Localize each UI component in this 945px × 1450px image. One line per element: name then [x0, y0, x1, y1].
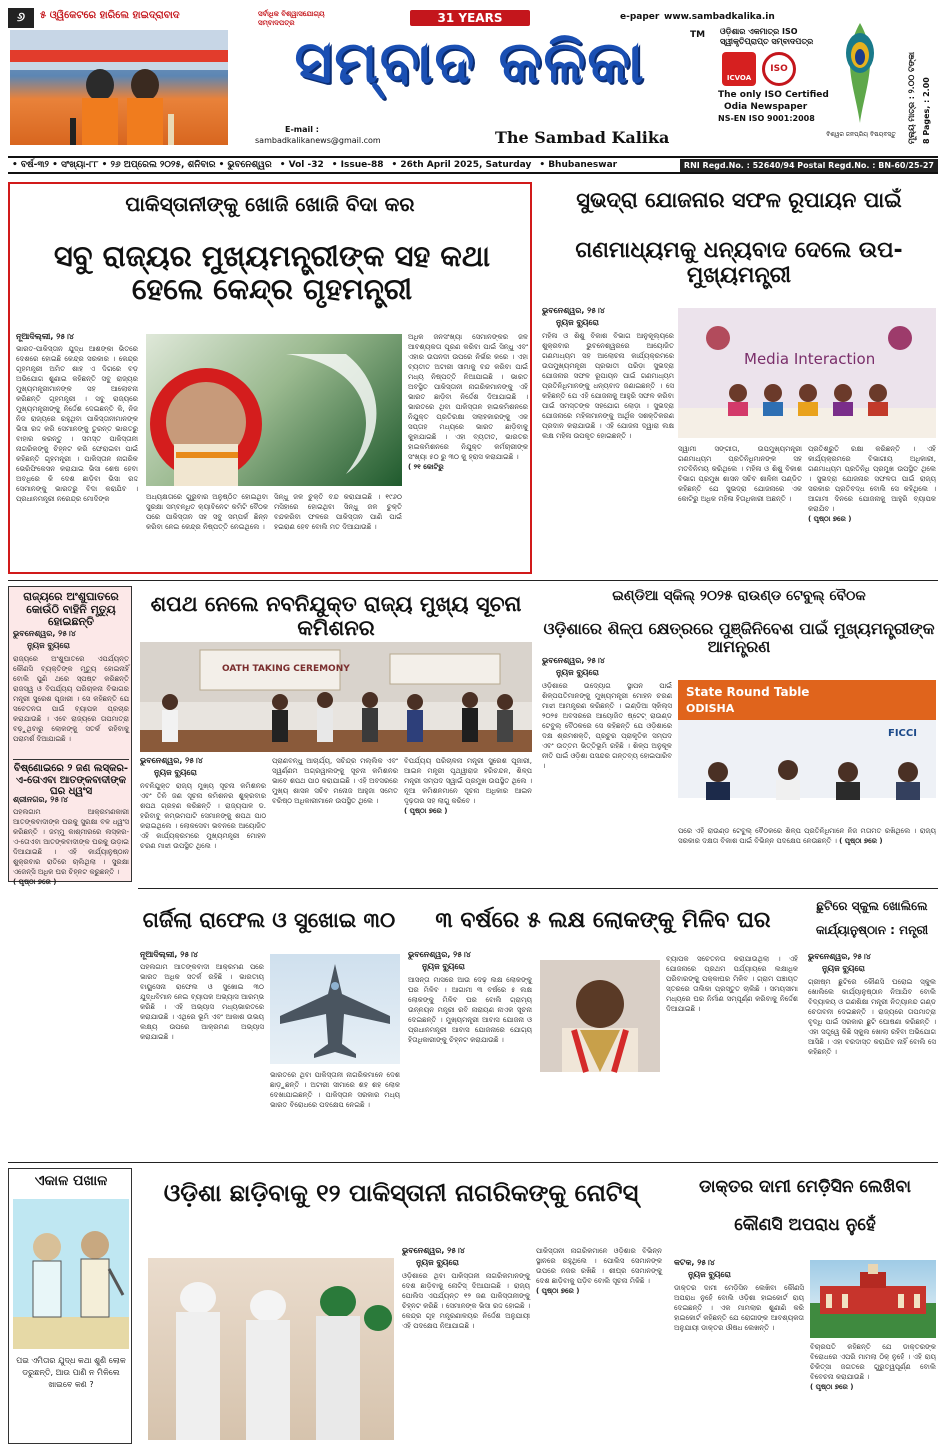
subhadra-body-3: ପ୍ରତିଶ୍ରୁତି ରକ୍ଷା କରିଛନ୍ତି । ଏହି କାର୍ଯ୍ୟକ୍ରମରେ ବିଭାଗୀୟ ଅଧିକାରୀ, ଗଣମାଧ୍ୟମ ପ୍ରତିନିଧି ପ୍ରମୁଖ ଉପସ୍ଥିତ ଥିଲେ । ସୁଭଦ୍ରା ଯୋଜନାର ସଫଳତା ପାଇଁ ରାଜ୍ୟ ସରକାର ପ୍ରତିବଦ୍ଧ ବୋଲି ସେ କହିଥିଲେ । ଆଗାମୀ ଦିନରେ ଯୋଜନାକୁ ଆହୁରି ବ୍ୟାପକ କରାଯିବ । — [808, 445, 936, 513]
notice-headline: ଓଡ଼ିଶା ଛାଡ଼ିବାକୁ ୧୨ ପାକିସ୍ତାନୀ ନାଗରିକଙ୍କୁ ନୋଟିସ୍ — [163, 1179, 639, 1207]
peacock-feather-icon — [830, 18, 890, 128]
school-headline: କାର୍ଯ୍ୟାନୁଷ୍ଠାନ : ମନ୍ତ୍ରୀ — [815, 923, 929, 937]
notice-dateline: ଭୁବନେଶ୍ୱର, ୨୫।୪ — [402, 1246, 465, 1255]
divider-2 — [138, 888, 938, 889]
iso-badge: ISO — [762, 52, 796, 86]
minister-photo[interactable] — [540, 960, 660, 1072]
housing-col-2: ବ୍ୟାପକ ସଚେତନତା କରାଯାଉଥିଲା । ଏହି ଯୋଜନାରେ ପ୍ରଥମ ପର୍ଯ୍ୟାୟରେ ଲକ୍ଷାଧିକ ପରିବାରଙ୍କୁ ପକ୍କାଘର ମିଳିବ । ଗ୍ରାମ ପଞ୍ଚାୟତ ସ୍ତରରେ ତାଲିକା ପ୍ରସ୍ତୁତ ଚାଲିଛି । ସମୟସୀମା ମଧ୍ୟରେ ଘର ନିର୍ମାଣ ସମ୍ପୂର୍ଣ୍ଣ କରିବାକୁ ନିର୍ଦ୍ଦେଶ ଦିଆଯାଇଛି । — [666, 955, 798, 1013]
divider-3 — [8, 1162, 938, 1163]
epaper-label: e-paper — [620, 12, 660, 22]
lightning-dateline: ଭୁବନେଶ୍ୱର, ୨୫।୪ — [13, 629, 76, 638]
lead-body-3: ଅଧିକ ଜନସଂଖ୍ୟା ସେମାନଙ୍କର ଜଳ ଆବଶ୍ୟକତା ପୂରଣ କରିବା ପାଇଁ ସିନ୍ଧୁ ଏବଂ ଏହାର ଉପନଦୀ ଉପରେ ନିର୍ଭର କରେ । ଏହା ବ୍ୟତୀତ ଅଟାରୀ ସୀମାକୁ ବନ୍ଦ କରିବା ପାଇଁ ମଧ୍ୟ ନିଷ୍ପତ୍ତି ନିଆଯାଇଛି । ଭାରତ ଅବସ୍ଥିତ ପାକିସ୍ତାନୀ ନାଗରିକମାନଙ୍କୁ ଏହି ଭାରତ ଛାଡ଼ିବା ନିର୍ଦ୍ଦେଶ ଦିଆଯାଇଛି । ଭାରତରେ ଥିବା ପାକିସ୍ତାନ ହାଇକମିଶନରେ ନିଯୁକ୍ତ ପ୍ରତିରକ୍ଷା ସଲାହକାରଙ୍କୁ ଏକ ସପ୍ତାହ ମଧ୍ୟରେ ଭାରତ ଛାଡ଼ିବାକୁ କୁହାଯାଇଛି । ଏହା ବ୍ୟତୀତ, ଭାରତର ହାଇକମିଶନରେ ନିଯୁକ୍ତ କର୍ମଚାରୀଙ୍କ ସଂଖ୍ୟା ୫୦ ରୁ ୩୦ କୁ ହ୍ରାସ କରାଯାଇଛି । — [408, 333, 528, 461]
notice-story[interactable] — [138, 1168, 664, 1444]
court-building-icon — [810, 1260, 936, 1338]
industry-dateline: ଭୁବନେଶ୍ୱର, ୨୫।୪ — [542, 656, 605, 665]
email-label: E-mail : — [285, 125, 319, 134]
industry-body-1: ଓଡ଼ିଶାରେ ଉଦ୍ୟୋଗ ସ୍ଥାପନ ପାଇଁ ଶିଳ୍ପପତିମାନଙ୍କୁ ମୁଖ୍ୟମନ୍ତ୍ରୀ ମୋହନ ଚରଣ ମାଝୀ ଆମନ୍ତ୍ରଣ କରିଛନ୍ତି । ଇଣ୍ଡିଆ ସ୍କିଲ୍ସ ୨୦୨୫ ଅବସରରେ ଆୟୋଜିତ ଷ୍ଟେଟ୍ ରାଉଣ୍ଡ ଟେବୁଲ୍ ବୈଠକରେ ସେ କହିଛନ୍ତି ଯେ ଓଡ଼ିଶାରେ ଦକ୍ଷ ଶ୍ରମଶକ୍ତି, ପ୍ରଚୁର ପ୍ରାକୃତିକ ସମ୍ପଦ ଏବଂ ଉତ୍ତମ ଭିତ୍ତିଭୂମି ରହିଛି । ଶିଳ୍ପ ଅନୁକୂଳ ନୀତି ପାଇଁ ଓଡ଼ିଶା ପସନ୍ଦର ଗନ୍ତବ୍ୟ ହୋଇପାରିବ । — [542, 682, 672, 770]
strip-rni: RNI Regd.No. : 52640/94 Postal Regd.No. : BN-60/25-27 — [680, 159, 938, 172]
notice-byline: ନ୍ୟୁଜ ବ୍ୟୁରୋ — [416, 1258, 459, 1267]
iso-english-1: The only ISO Certified — [718, 90, 829, 100]
doctor-continued: ( ପୃଷ୍ଠା ୭ରେ ) — [810, 1383, 854, 1391]
oath-headline: ଶପଥ ନେଲେ ନବନିଯୁକ୍ତ ରାଜ୍ୟ ମୁଖ୍ୟ ସୂଚନା କମିଶନର — [150, 592, 522, 641]
rafale-dateline: ନୂଆଦିଲ୍ଲୀ, ୨୫।୪ — [140, 950, 198, 959]
doctor-dateline: କଟକ, ୨୫।୪ — [674, 1258, 715, 1267]
ficci-logo-text: FICCI — [888, 728, 917, 739]
cartoon-illustration[interactable] — [13, 1199, 129, 1349]
round-table-photo[interactable] — [678, 680, 936, 822]
oath-continued: ( ପୃଷ୍ଠା ୭ରେ ) — [404, 807, 448, 815]
school-text: ଗ୍ରୀଷ୍ମ ଛୁଟିରେ କୌଣସି ଘରୋଇ ସ୍କୁଲ ଖୋଲିଲେ କାର୍ଯ୍ୟାନୁଷ୍ଠାନ ନିଆଯିବ ବୋଲି ବିଦ୍ୟାଳୟ ଓ ଗଣଶିକ୍ଷା ମନ୍ତ୍ରୀ ନିତ୍ୟାନନ୍ଦ ଗଣ୍ଡ ଚେତାବନୀ ଦେଇଛନ୍ତି । ରାଜ୍ୟରେ ତାପମାତ୍ରା ବୃଦ୍ଧି ପାଇଁ ସରକାର ଛୁଟି ଘୋଷଣା କରିଛନ୍ତି । ଏହା ସତ୍ତ୍ୱେ କିଛି ସ୍କୁଲ ଖୋଲା ରହିବା ଅଭିଯୋଗ ଆସିଛି । ଏହା ବରଦାସ୍ତ କରାଯିବ ନାହିଁ ବୋଲି ସେ କହିଛନ୍ତି । — [808, 978, 936, 1056]
minister-portrait — [540, 960, 660, 1072]
doctor-body-1: ଡାକ୍ତର ଦାମୀ ମେଡ଼ିସିନ ଲେଖିବା କୌଣସି ଅପରାଧ ନୁହେଁ ବୋଲି ଓଡ଼ିଶା ହାଇକୋର୍ଟ ରାୟ ଦେଇଛନ୍ତି । ଏକ ମାମଲାର ଶୁଣାଣି କରି ହାଇକୋର୍ଟ କହିଛନ୍ତି ଯେ ରୋଗୀଙ୍କ ଆବଶ୍ୟକତା ଅନୁଯାୟୀ ଡାକ୍ତର ଔଷଧ ଲେଖନ୍ତି । — [674, 1284, 804, 1332]
industry-col-2 — [678, 826, 936, 878]
doctor-headline-1: ଡାକ୍ତର ଦାମୀ ମେଡ଼ିସିନ ଲେଖିବା — [699, 1177, 911, 1197]
cartoon-box[interactable] — [8, 1168, 132, 1444]
strip-vol: • Vol -32 — [279, 160, 324, 170]
oath-body-1: ନବନିଯୁକ୍ତ ରାଜ୍ୟ ମୁଖ୍ୟ ସୂଚନା କମିଶନର ଏବଂ ତିନି ଜଣ ସୂଚନା କମିଶନର ଶୁକ୍ରବାର ଶପଥ ଗ୍ରହଣ କରିଛନ୍ତି । ରାଜ୍ୟପାଳ ଡ. ହରିବାବୁ କମ୍ଭମପାଟି ସେମାନଙ୍କୁ ଶପଥ ପାଠ କରାଇଥିଲେ । ଲୋକସେବା ଭବନରେ ଆୟୋଜିତ ଏହି କାର୍ଯ୍ୟକ୍ରମରେ ମୁଖ୍ୟମନ୍ତ୍ରୀ ମୋହନ ଚରଣ ମାଝୀ ଉପସ୍ଥିତ ଥିଲେ । — [140, 782, 266, 850]
pakistani-citizens-photo[interactable] — [148, 1258, 394, 1440]
icvoa-badge: ICVOA — [722, 52, 756, 86]
lead-dateline: ନୂଆଦିଲ୍ଲୀ, ୨୫।୪ — [16, 332, 74, 341]
notice-body-2: ପାକିସ୍ତାନୀ ନାଗରିକମାନେ ଓଡ଼ିଶାର ବିଭିନ୍ନ ସ୍ଥାନରେ ରହୁଥିଲେ । ପୋଲିସ ସେମାନଙ୍କ ଉପରେ ନଜର ରଖିଛି । ଶୀଘ୍ର ସେମାନଙ୍କୁ ଦେଶ ଛାଡ଼ିବାକୁ ପଡ଼ିବ ବୋଲି ସୂଚନା ମିଳିଛି । — [536, 1247, 662, 1285]
terrorist-house-continued: ( ପୃଷ୍ଠା ୭ରେ ) — [13, 878, 57, 886]
subhadra-dateline: ଭୁବନେଶ୍ୱର, ୨୫।୪ — [542, 306, 605, 315]
tm-mark: TM — [690, 30, 706, 40]
slogan: ସର୍ବାଧିକ ବିଶ୍ୱାସଯୋଗ୍ୟ ସମ୍ବାଦପତ୍ର — [258, 10, 325, 27]
price: ମୂଲ୍ୟ ମାତ୍ର : ୨.୦୦ ଟଙ୍କା — [907, 52, 916, 144]
cricket-photo[interactable] — [10, 30, 228, 145]
school-byline: ନ୍ୟୁଜ ବ୍ୟୁରୋ — [822, 964, 865, 973]
fighter-jet-photo[interactable] — [270, 954, 400, 1064]
oath-body-3: ବିପର୍ଯ୍ୟୟ ପରିଚାଳନା ମନ୍ତ୍ରୀ ସୁରେଶ ପୂଜାରୀ, ଆଇନ ମନ୍ତ୍ରୀ ପୃଥ୍ୱୀରାଜ ହରିଚନ୍ଦନ, ଶିଳ୍ପ ମନ୍ତ୍ରୀ ସମ୍ପଦ ସ୍ୱାଇଁ ପ୍ରମୁଖ ଉପସ୍ଥିତ ଥିଲେ । ନୂଆ କମିଶନମାନେ ସୂଚନା ଅଧିକାର ଆଇନ ଦୃଢ଼ତାର ସହ ଲାଗୁ କରିବେ । — [404, 757, 532, 805]
terrorist-house-dateline: ଶ୍ରୀନଗର, ୨୫।୪ — [13, 795, 69, 804]
oath-story[interactable] — [138, 586, 534, 882]
oath-ceremony-photo[interactable] — [140, 642, 532, 752]
terrorist-house-body — [13, 795, 129, 886]
doctor-byline: ନ୍ୟୁଜ ବ୍ୟୁରୋ — [688, 1270, 731, 1279]
feather-caption: ବିଶ୍ୱର ଜନପ୍ରିୟ ବିଷୟବସ୍ତୁ — [826, 131, 896, 138]
email-address[interactable]: sambadkalikanews@gmail.com — [255, 136, 381, 145]
subhadra-col-1 — [542, 306, 674, 568]
oath-byline: ନ୍ୟୁଜ ବ୍ୟୁରୋ — [154, 768, 197, 777]
subhadra-continued: ( ପୃଷ୍ଠା ୭ରେ ) — [808, 515, 852, 523]
oath-col-3 — [404, 756, 532, 878]
rafale-col-2: ଭାରତରେ ଥିବା ପାକିସ୍ତାନୀ ନାଗରିକମାନେ ଦେଶ ଛାଡ଼ୁଛନ୍ତି । ଅଟାରୀ ସୀମାରେ ଶହ ଶହ ଲୋକ ଦେଖାଯାଇଛନ୍ତି । ପାକିସ୍ତାନ ସରକାର ମଧ୍ୟ ଭାରତ ବିରୋଧରେ ପଦକ୍ଷେପ ନେଇଛି । — [270, 1071, 400, 1109]
school-dateline: ଭୁବନେଶ୍ୱର, ୨୫।୪ — [808, 952, 871, 961]
housing-dateline: ଭୁବନେଶ୍ୱର, ୨୫।୪ — [408, 950, 471, 959]
lead-continued: ( ୨୧ କୋଟିରୁ — [408, 463, 444, 471]
terrorist-house-headline: ବିଷ୍ଣୋଇରେ ୨ ଜଣ ଲସ୍କର-ଏ-ତୋଏବା ଆତଙ୍କବାଦୀଙ୍କ ଘର ଧ୍ୱଂସ — [13, 759, 129, 798]
cartoon-title: ଏକାଳ ପଖାଳ — [34, 1173, 108, 1189]
newspaper-logo[interactable] — [255, 28, 685, 110]
media-interaction-photo[interactable] — [678, 308, 936, 438]
housing-headline: ୩ ବର୍ଷରେ ୫ ଲକ୍ଷ ଲୋକଙ୍କୁ ମିଳିବ ଘର — [435, 908, 771, 933]
cartoon-caption: ପଇ ଏମିତାର ଯୁଦ୍ଧ କଥା ଶୁଣି ଲୋକ ଡରୁଛନ୍ତି, ଆଉ ପାଣି ନ ମିଳିଲେ ଖାଇବେ କଣ ? — [16, 1356, 126, 1389]
lightning-text: ରାଜ୍ୟରେ ଅଂଶୁଘାତରେ ଏପର୍ଯ୍ୟନ୍ତ କୌଣସି ବ୍ୟକ୍ତିଙ୍କ ମୃତ୍ୟୁ ହୋଇନାହିଁ ବୋଲି ପୁଣି ଥରେ ସ୍ପଷ୍ଟ କରିଛନ୍ତି ରାଜସ୍ୱ ଓ ବିପର୍ଯ୍ୟୟ ପରିଚାଳନା ବିଭାଗର ମନ୍ତ୍ରୀ ସୁରେଶ ପୂଜାରୀ । ସେ କହିଛନ୍ତି ଯେ ସଚେତନତା ପାଇଁ ବ୍ୟାପକ ପ୍ରଚାର କରାଯାଉଛି । ଏବେ ରାଜ୍ୟରେ ତାପମାତ୍ରା ବଢ଼ୁଥିବାରୁ ଲୋକଙ୍କୁ ସତର୍କ ରହିବାକୁ ପରାମର୍ଶ ଦିଆଯାଇଛି । — [13, 655, 129, 743]
website-link[interactable]: www.sambadkalika.in — [664, 12, 775, 22]
cricketers-illustration — [10, 30, 228, 145]
lead-kicker: ପାକିସ୍ତାନୀଙ୍କୁ ଖୋଜି ଖୋଜି ବିଦା କର — [125, 192, 415, 216]
media-interaction-illustration — [678, 308, 936, 438]
cartoon-figures-icon — [13, 1199, 129, 1349]
subhadra-body-1: ମହିଳା ଓ ଶିଶୁ ବିକାଶ ବିଭାଗ ଆନୁକୂଲ୍ୟରେ ଶୁକ୍ରବାର ଭୁବନେଶ୍ୱରରେ ଆୟୋଜିତ ଗଣମାଧ୍ୟମ ସହ ଆଲୋଚନା କାର୍ଯ୍ୟକ୍ରମରେ ଉପମୁଖ୍ୟମନ୍ତ୍ରୀ ପ୍ରଭାତୀ ପରିଡ଼ା ସୁଭଦ୍ରା ଯୋଜନାର ସଫଳ ରୂପାୟନ ପାଇଁ ଗଣମାଧ୍ୟମ ପ୍ରତିନିଧିମାନଙ୍କୁ ଧନ୍ୟବାଦ ଜଣାଇଛନ୍ତି । ସେ କହିଛନ୍ତି ଯେ ଏହି ଯୋଜନାକୁ ଆହୁରି ସଫଳ କରିବା ପାଇଁ ସମସ୍ତଙ୍କ ସହଯୋଗ ଲୋଡ଼ା । ସୁଭଦ୍ରା ଯୋଜନାରେ ମହିଳାମାନଙ୍କୁ ଆର୍ଥିକ ସଶକ୍ତିକରଣ ପ୍ରଦାନ କରାଯାଉଛି । ଏହି ଯୋଜନା ଦ୍ୱାରା ଲକ୍ଷ ଲକ୍ଷ ମହିଳା ଉପକୃତ ହୋଇଛନ୍ତି । — [542, 332, 674, 440]
terrorist-house-text: ପହଲଗାମ ଆକ୍ରମଣକାରୀ ଆତଙ୍କବାଦୀଙ୍କ ଘରକୁ ସୁରକ୍ଷା ବଳ ଧ୍ୱଂସ କରିଛନ୍ତି । ଜମ୍ମୁ କାଶ୍ମୀରରେ ଲସ୍କର-ଏ-ତୋଏବା ଆତଙ୍କବାଦୀଙ୍କ ଘରକୁ ଉଡ଼ାଇ ଦିଆଯାଇଛି । ଏହି କାର୍ଯ୍ୟାନୁଷ୍ଠାନ ଶୁକ୍ରବାର ରାତିରେ ଚାଲିଥିଲା । ସୁରକ୍ଷା ଏଜେନ୍ସି ଅଧିକ ଘର ଚିହ୍ନଟ କରୁଛନ୍ତି । — [13, 808, 129, 876]
men-in-caps-illustration — [148, 1258, 394, 1440]
fighter-jet-icon — [270, 954, 400, 1064]
page-number: ୬ — [8, 8, 34, 28]
doctor-col-2 — [810, 1342, 936, 1440]
strip-issue: • Issue-88 — [331, 160, 384, 170]
years-badge: 31 YEARS — [410, 10, 530, 26]
lead-col-1 — [16, 332, 138, 566]
industry-kicker: ଇଣ୍ଡିଆ ସ୍କିଲ୍ ୨୦୨୫ ରାଉଣ୍ଡ ଟେବୁଲ୍ ବୈଠକ — [612, 588, 866, 604]
housing-story[interactable] — [406, 894, 800, 1156]
media-interaction-text: Media Interaction — [744, 350, 876, 368]
round-table-title: State Round Table — [686, 685, 810, 699]
rafale-headline: ଗର୍ଜିଲା ରାଫେଲ ଓ ସୁଖୋଇ ୩୦ — [142, 908, 396, 932]
doctor-story[interactable] — [672, 1168, 938, 1444]
lead-col-2b: ସିନ୍ଧୁ ଜଳ ଚୁକ୍ତି ବନ୍ଦ କରାଯାଇଛି । ୧୯୬୦ ମସିହାରେ ହୋଇଥିବା ସିନ୍ଧୁ ଜଳ ଚୁକ୍ତି ବନ୍ଦକରିବା ଫଳରେ ପାକିସ୍ତାନ ପାଣି ପାଇଁ ହଇରାଣ ହେବ ବୋଲି ମତ ଦିଆଯାଉଛି । — [274, 493, 402, 531]
strip-date: • 26th April 2025, Saturday — [391, 160, 532, 170]
notice-body-1: ଓଡ଼ିଶାରେ ଥିବା ପାକିସ୍ତାନୀ ନାଗରିକମାନଙ୍କୁ ଦେଶ ଛାଡ଼ିବାକୁ ନୋଟିସ୍ ଦିଆଯାଇଛି । ରାଜ୍ୟ ପୋଲିସ ଏପର୍ଯ୍ୟନ୍ତ ୧୨ ଜଣ ପାକିସ୍ତାନୀଙ୍କୁ ଚିହ୍ନଟ କରିଛି । ସେମାନଙ୍କ ଭିସା ରଦ୍ଦ ହୋଇଛି । କେନ୍ଦ୍ର ଗୃହ ମନ୍ତ୍ରଣାଳୟର ନିର୍ଦ୍ଦେଶ ଅନୁଯାୟୀ ଏହି ପଦକ୍ଷେପ ନିଆଯାଇଛି । — [402, 1272, 530, 1330]
lightning-byline: ନ୍ୟୁଜ ବ୍ୟୁରୋ — [27, 641, 70, 650]
school-story[interactable] — [806, 894, 938, 1156]
subhadra-kicker: ସୁଭଦ୍ରା ଯୋଜନାର ସଫଳ ରୂପାୟନ ପାଇଁ — [576, 188, 902, 212]
oath-banner-text: OATH TAKING CEREMONY — [222, 664, 350, 674]
iso-odia: ଓଡ଼ିଶାର ଏକମାତ୍ର ISO ସ୍ୱୀକୃତିପ୍ରାପ୍ତ ସମ୍ବାଦପତ୍ର — [720, 27, 814, 46]
rafale-story[interactable] — [138, 894, 400, 1156]
round-table-state: ODISHA — [686, 702, 735, 715]
oath-ceremony-illustration — [140, 642, 532, 752]
lightning-story[interactable] — [8, 586, 132, 886]
lead-photo-caption: ଅଧ୍ୟକ୍ଷତାରେ ଗୁରୁବାର ଅନୁଷ୍ଠିତ ହୋଇଥିବା ସୁରକ୍ଷା ସମ୍ବନ୍ଧିତ କ୍ୟାବିନେଟ କମିଟି ବୈଠକ ପରେ ପାକିସ୍ତାନ ସହ ସବୁ ସମ୍ପର୍କ ଛିନ୍ନ କରିବା ନେଇ କେନ୍ଦ୍ର ନିଷ୍ପତ୍ତି ନେଇଥିଲେ । — [146, 493, 268, 531]
industry-col-1 — [542, 656, 672, 878]
subhadra-col-3 — [808, 444, 936, 568]
divider-1 — [8, 580, 938, 581]
notice-continued: ( ପୃଷ୍ଠା ୭ରେ ) — [536, 1287, 580, 1295]
sport-tease[interactable]: ୫ ଓ୍ୱିକେଟରେ ହାରିଲେ ହାଇଦ୍ରାବାଦ — [40, 10, 180, 21]
home-minister-illustration — [146, 334, 402, 486]
doctor-body-2: ବିଚାରପତି କହିଛନ୍ତି ଯେ ଡାକ୍ତରଙ୍କ ବିରୋଧରେ ଏପରି ମାମଲା ଠିକ୍ ନୁହେଁ । ଏହି ରାୟ ଚିକିତ୍ସା ଜଗତରେ ଗୁରୁତ୍ୱପୂର୍ଣ୍ଣ ବୋଲି ବିବେଚନା କରାଯାଉଛି । — [810, 1343, 936, 1381]
oath-dateline: ଭୁବନେଶ୍ୱର, ୨୫।୪ — [140, 756, 203, 765]
dateline-strip — [8, 156, 938, 174]
subhadra-byline: ନ୍ୟୁଜ ବ୍ୟୁରୋ — [556, 318, 599, 327]
amit-shah-photo[interactable] — [146, 334, 402, 486]
lightning-headline: ରାଜ୍ୟରେ ଅଂଶୁଘାତରେ କୋଉଁଠି ବାହିନି ମୃତ୍ୟୁ ହୋଇଛନ୍ତି — [23, 590, 119, 629]
english-title: The Sambad Kalika — [495, 128, 670, 147]
industry-story[interactable] — [540, 586, 938, 882]
lightning-body — [13, 629, 129, 753]
industry-headline: ଓଡ଼ିଶାରେ ଶିଳ୍ପ କ୍ଷେତ୍ରରେ ପୁଞ୍ଜିନିବେଶ ପାଇଁ ମୁଖ୍ୟମନ୍ତ୍ରୀଙ୍କ ଆମନ୍ତ୍ରଣ — [543, 619, 935, 657]
page-count: 8 Pages, : 2.00 — [922, 77, 931, 144]
lead-col-3 — [408, 332, 528, 566]
high-court-photo[interactable] — [810, 1260, 936, 1338]
logo-title: ସମ୍ବାଦ କଳିକା — [294, 28, 646, 96]
lead-story[interactable] — [8, 182, 532, 574]
industry-byline: ନ୍ୟୁଜ ବ୍ୟୁରୋ — [556, 668, 599, 677]
housing-col-1 — [408, 950, 532, 1152]
iso-english-2: Odia Newspaper — [724, 102, 808, 112]
rafale-col-1 — [140, 950, 264, 1152]
school-body — [808, 952, 936, 1152]
subhadra-story[interactable] — [540, 182, 938, 574]
iso-english-3: NS-EN ISO 9001:2008 — [718, 114, 815, 123]
notice-col-1 — [402, 1246, 530, 1440]
industry-continued: ( ପୃଷ୍ଠା ୭ରେ ) — [839, 837, 883, 845]
strip-odia: • ବର୍ଷ-୩୨ • ସଂଖ୍ୟା-୮୮ • ୨୬ ଅପ୍ରେଲ ୨୦୨୫, ଶନିବାର • ଭୁବନେଶ୍ୱର — [12, 160, 272, 170]
doctor-col-1 — [674, 1258, 804, 1440]
subhadra-col-2: ସ୍ୱାମୀ ସଙ୍ଗୀତା, ଉପମୁଖ୍ୟମନ୍ତ୍ରୀ ଗଣମାଧ୍ୟମ ପ୍ରତିନିଧିମାନଙ୍କ ସହ ମତବିନିମୟ କରିଥିଲେ । ମହିଳା ଓ ଶିଶୁ ବିକାଶ ବିଭାଗ ପ୍ରମୁଖ ଶାସନ ସଚିବ ଶାଳିନୀ ପଣ୍ଡିତ କହିଛନ୍ତି ଯେ ସୁଭଦ୍ରା ଯୋଜନାରେ ଏକ କୋଟିରୁ ଅଧିକ ମହିଳା ହିତାଧିକାରୀ ଅଛନ୍ତି । — [678, 445, 802, 503]
notice-col-2 — [536, 1246, 662, 1440]
lead-headline: ସବୁ ରାଜ୍ୟର ମୁଖ୍ୟମନ୍ତ୍ରୀଙ୍କ ସହ କଥା ହେଲେ କେନ୍ଦ୍ର ଗୃହମନ୍ତ୍ରୀ — [53, 239, 491, 307]
subhadra-headline: ଗଣମାଧ୍ୟମକୁ ଧନ୍ୟବାଦ ଦେଲେ ଉପ-ମୁଖ୍ୟମନ୍ତ୍ରୀ — [575, 238, 903, 289]
rafale-body-1: ପହଲଗାମ ଆତଙ୍କବାଦୀ ଆକ୍ରମଣ ପରେ ଭାରତ ଅଧିକ ସତର୍କ ରହିଛି । ଭାରତୀୟ ବାୟୁସେନା ରାଫେଲ ଓ ସୁଖୋଇ ୩୦ ଯୁଦ୍ଧବିମାନ ନେଇ ବ୍ୟାପକ ଅଭ୍ୟାସ ଆରମ୍ଭ କରିଛି । ଏହି ଅଭ୍ୟାସ ମଧ୍ୟଭାରତରେ କରାଯାଉଛି । ଏଥିରେ ଭୂମି ଏବଂ ଆକାଶ ଉଭୟ ଲକ୍ଷ୍ୟ ଉପରେ ଆକ୍ରମଣ ଅଭ୍ୟାସ କରାଯାଇଛି । — [140, 963, 264, 1041]
strip-city: • Bhubaneswar — [539, 160, 618, 170]
doctor-headline-2: କୌଣସି ଅପରାଧ ନୁହେଁ — [734, 1215, 876, 1235]
housing-body-1: ଆସନ୍ତା ମାସରେ ଆଉ ଦେଢ଼ ଲକ୍ଷ ଲୋକଙ୍କୁ ଘର ମିଳିବ । ଆଗାମୀ ୩ ବର୍ଷରେ ୫ ଲକ୍ଷ ଲୋକଙ୍କୁ ମିଳିବ ଘର ବୋଲି ଗ୍ରାମ୍ୟ ଉନ୍ନୟନ ମନ୍ତ୍ରୀ ରବି ନାରାୟଣ ନାଏକ ସୂଚନା ଦେଇଛନ୍ତି । ମୁଖ୍ୟମନ୍ତ୍ରୀ ଆବାସ ଯୋଜନା ଓ ପ୍ରଧାନମନ୍ତ୍ରୀ ଆବାସ ଯୋଜନାରେ ଯୋଗ୍ୟ ହିତାଧିକାରୀଙ୍କୁ ଚିହ୍ନଟ କରାଯାଉଛି । — [408, 976, 532, 1044]
housing-byline: ନ୍ୟୁଜ ବ୍ୟୁରୋ — [422, 962, 465, 971]
school-kicker: ଛୁଟିରେ ସ୍କୁଲ ଖୋଲିଲେ — [816, 899, 928, 913]
lead-body-1: ଭାରତ-ପାକିସ୍ତାନ ଯୁଦ୍ଧ ଆଶଙ୍କା ଭିତରେ ଦେଶରେ ହୋଇଛି କେନ୍ଦ୍ର ସରକାର । କେନ୍ଦ୍ର ଗୃହମନ୍ତ୍ରୀ ଅମିତ ଶାହ ଏ ଦିଗରେ ବଡ଼ ଅଭିଯୋଗ ଶୁଣାଇ କହିଛନ୍ତି ସବୁ ରାଜ୍ୟର ମୁଖ୍ୟମନ୍ତ୍ରୀମାନଙ୍କ ସହ ଆଲୋଚନା କରିଛନ୍ତି ଗୃହମନ୍ତ୍ରୀ । ସବୁ ରାଜ୍ୟରେ ମୁଖ୍ୟମନ୍ତ୍ରୀଙ୍କୁ ନିର୍ଦ୍ଦେଶ ଦେଇଛନ୍ତି କି, ନିଜ ନିଜ ରାଜ୍ୟରେ ରହୁଥିବା ପାକିସ୍ତାନୀମାନଙ୍କ ଭିସା ରଦ୍ଦ କରି ସେମାନଙ୍କୁ ତୁରନ୍ତ ଭାରତରୁ ବାହାର କରନ୍ତୁ । ସମସ୍ତ ପାକିସ୍ତାନୀ ନାଗରିକଙ୍କୁ ଚିହ୍ନଟ କରି ଫେରାଇବା ପାଇଁ କହିଛନ୍ତି ଗୃହମନ୍ତ୍ରୀ । ପାକିସ୍ତାନ ନାଗରିକ ଭେରିଫିକେସନ କରାଯାଇ ଭିସା ଶେଷ ହେବା ଅବଧିରେ କି ଦେଶ ଛାଡ଼ିବା ଭିସା ରଦ୍ଦ ସେମାନଙ୍କୁ ଭାରତରୁ ବିଦା କରାଯିବ । ପ୍ରଧାନମନ୍ତ୍ରୀ ନରେନ୍ଦ୍ର ମୋଦିଙ୍କ — [16, 345, 138, 503]
industry-body-2: ପରେ ଏହି ରାଉଣ୍ଡ ଟେବୁଲ୍ ବୈଠକରେ ଶିଳ୍ପ ପ୍ରତିନିଧିମାନେ ନିଜ ମତାମତ ରଖିଥିଲେ । ରାଜ୍ୟ ସରକାର ଦକ୍ଷତା ବିକାଶ ପାଇଁ ବିଭିନ୍ନ ପଦକ୍ଷେପ ନେଉଛନ୍ତି । — [678, 827, 936, 845]
oath-col-1 — [140, 756, 266, 878]
oath-col-2: ପ୍ରାଣବନ୍ଧୁ ଆଚାର୍ଯ୍ୟ, ସଚିନ୍ଦ୍ର ମଲ୍ଲିକ ଏବଂ ସ୍ୱର୍ଣ୍ଣମ ଅଗ୍ରୱାଲଙ୍କୁ ସୂଚନା କମିଶନର ଭାବେ ଶପଥ ପାଠ କରାଯାଇଛି । ଏହି ଅବସରରେ ମୁଖ୍ୟ ଶାସନ ସଚିବ ମନୋଜ ଆହୁଜା ସମେତ ବରିଷ୍ଠ ଅଧିକାରୀମାନେ ଉପସ୍ଥିତ ଥିଲେ । — [272, 757, 398, 805]
